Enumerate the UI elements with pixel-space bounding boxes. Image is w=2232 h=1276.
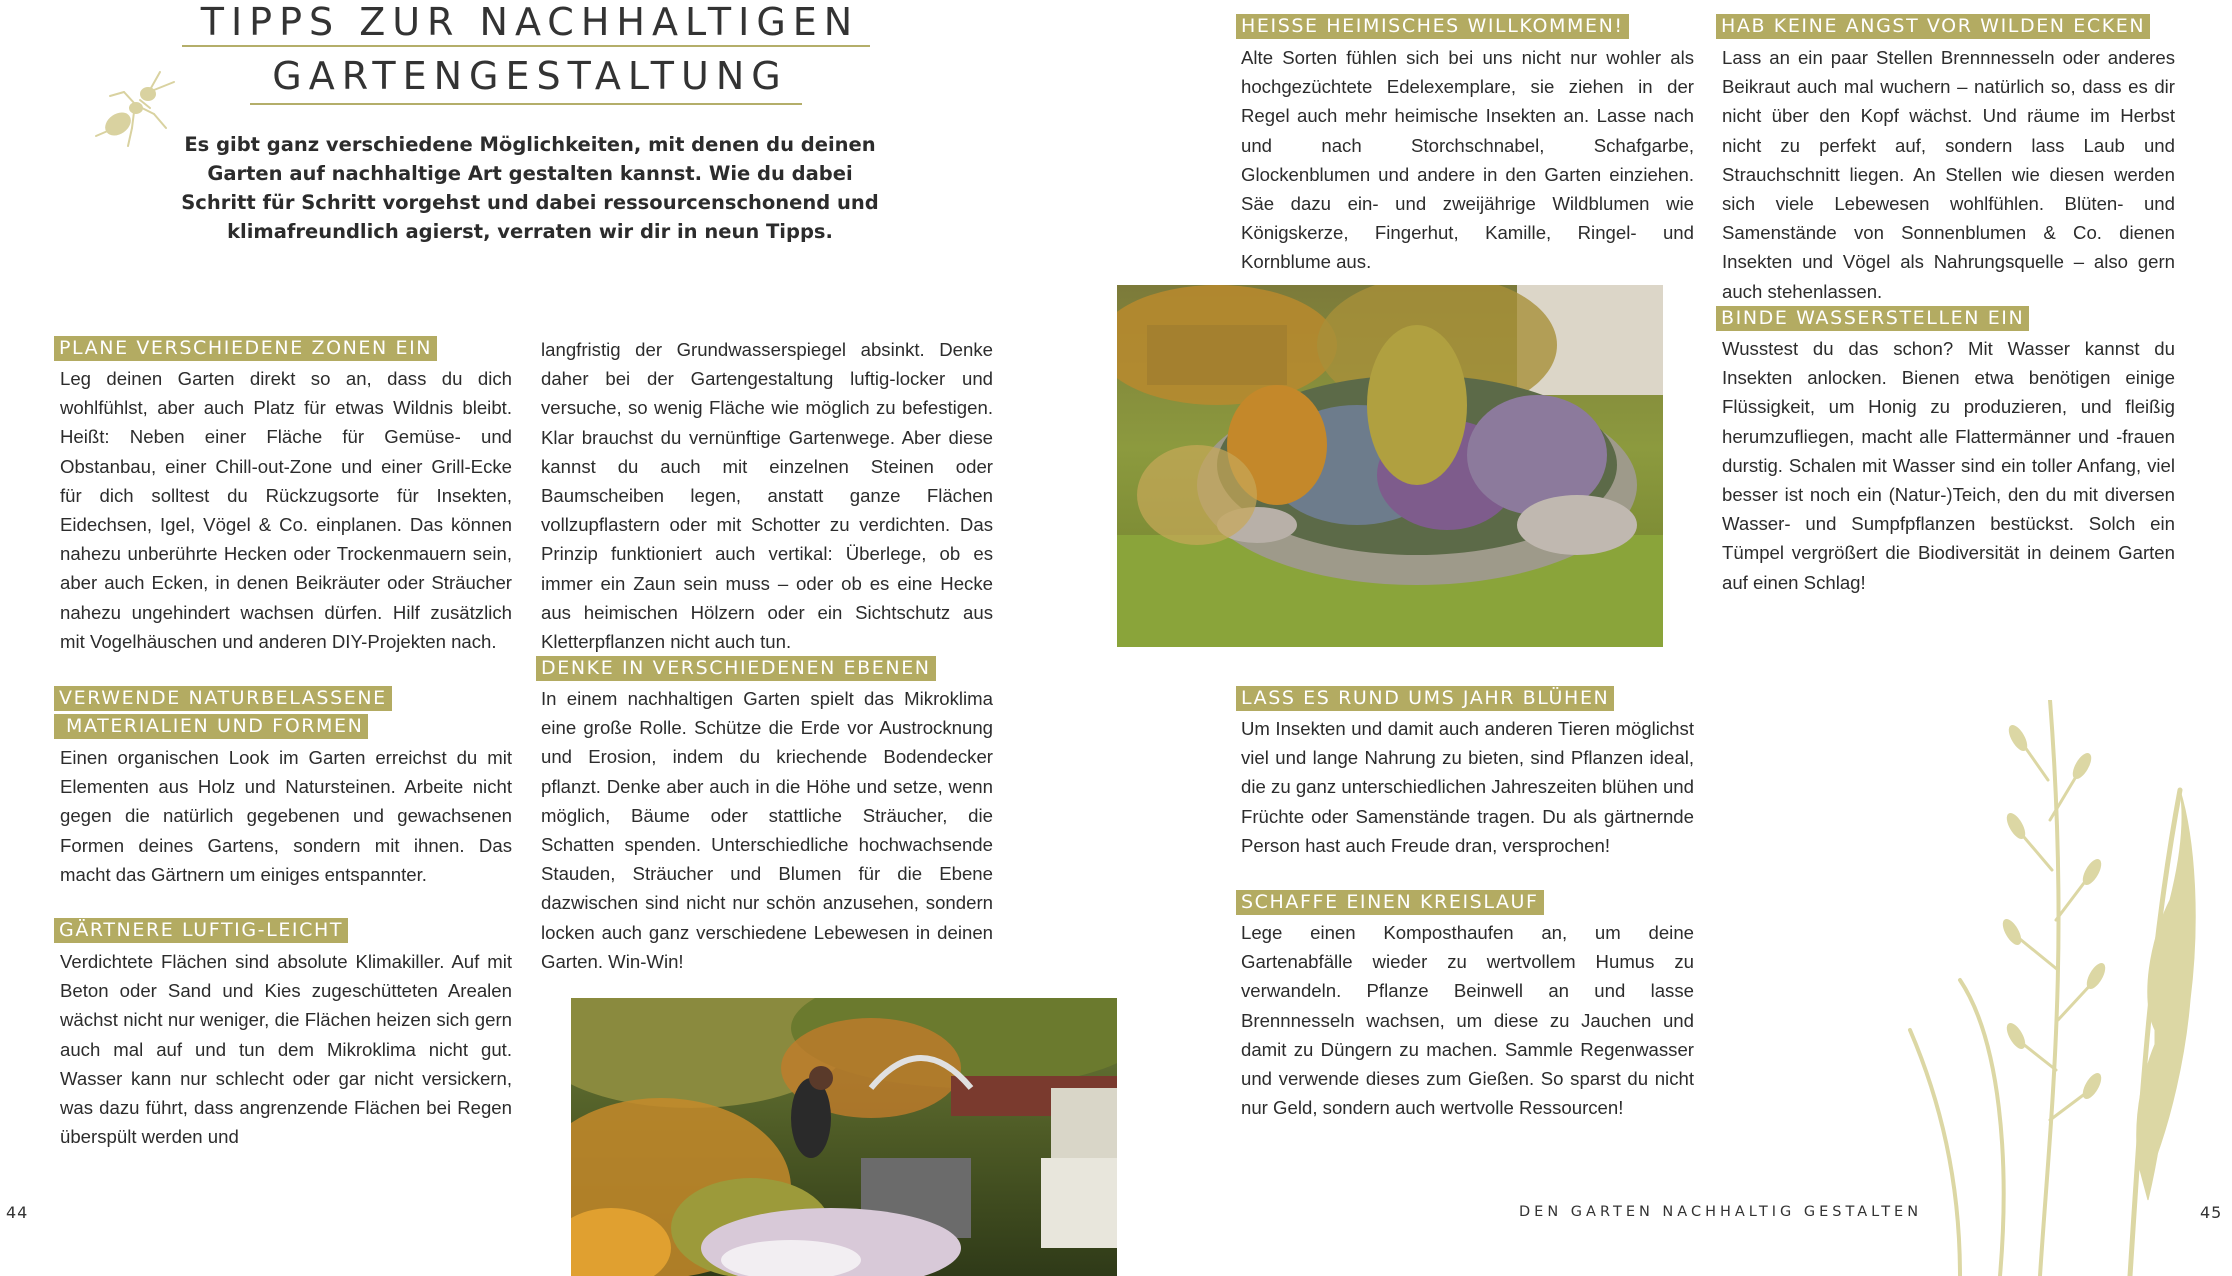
heading-zonen: PLANE VERSCHIEDENE ZONEN EIN xyxy=(54,336,437,361)
page-title-line2: GARTENGESTALTUNG xyxy=(272,54,788,98)
heading-materialien-1: VERWENDE NATURBELASSENE xyxy=(54,686,392,711)
heading-wasser: BINDE WASSERSTELLEN EIN xyxy=(1716,306,2029,331)
heading-ebenen: DENKE IN VERSCHIEDENEN EBENEN xyxy=(536,656,936,681)
title-rule-bottom xyxy=(250,103,802,105)
page-title-line1: TIPPS ZUR NACHHALTIGEN xyxy=(200,0,860,44)
page-number-left: 44 xyxy=(6,1203,29,1222)
body-zonen: Leg deinen Garten direkt so an, dass du dich wohlfühlst, aber auch Platz für etwas Wildnis bleibt. Heißt: Neben einer Fläche für Gemüse- und Obstanbau, einer Chill-out-Zone und einer Grill-Ecke für dich solltest du Rückzugsorte für Insekten, Eidechsen, Igel, Vögel & Co. einplanen. Das können nahezu unberührte Hecken oder Trockenmauern sein, aber auch Ecken, in denen Beikräuter oder Sträucher nahezu ungehindert wachsen dürfen. Hilf zusätzlich mit Vogelhäuschen und anderen DIY-Projekten nach. xyxy=(60,368,512,652)
heading-ecken: HAB KEINE ANGST VOR WILDEN ECKEN xyxy=(1716,14,2150,39)
heading-kreislauf: SCHAFFE EINEN KREISLAUF xyxy=(1236,890,1544,915)
ant-icon xyxy=(88,62,188,162)
body-kreislauf: Lege einen Komposthaufen an, um deine Gartenabfälle wieder zu wertvollem Humus zu verwandeln. Pflanze Beinwell an und lasse Brennnesseln wachsen, um diese zu Jauchen und damit zu Düngern zu machen. Sammle Regenwasser und verwende dieses zum Gießen. So sparst du nicht nur Geld, sondern auch wertvolle Ressourcen! xyxy=(1241,922,1694,1119)
heading-luftig: GÄRTNERE LUFTIG-LEICHT xyxy=(54,918,348,943)
grass-illustration xyxy=(1900,700,2200,1276)
body-bluehen: Um Insekten und damit auch anderen Tieren möglichst viel und lange Nahrung zu bieten, sind Pflanzen ideal, die zu ganz unterschiedlichen Jahreszeiten blühen und Früchte oder Samenstände tragen. Du als gärtnernde Person hast auch Freude dran, versprochen! xyxy=(1241,718,1694,856)
body-wasser: Wusstest du das schon? Mit Wasser kannst du Insekten anlocken. Bienen etwa benötigen einige Flüssigkeit, um Honig zu produzieren, und fleißig herumzufliegen, macht alle Flattermänner und -frauen durstig. Schalen mit Wasser sind ein toller Anfang, viel besser ist noch ein (Natur-)Teich, den du mit diversen Wasser- und Sumpfpflanzen bestückst. Solch ein Tümpel vergrößert die Biodiversität in deinem Garten auf einen Schlag! xyxy=(1722,338,2175,593)
garden-bed-photo xyxy=(1117,285,1663,647)
title-rule-top xyxy=(182,45,870,47)
body-luftig-cont: langfristig der Grundwasserspiegel absinkt. Denke daher bei der Gartengestaltung luftig-locker und versuche, so wenig Fläche wie möglich zu befestigen. Klar brauchst du vernünftige Gartenwege. Aber diese kannst du auch mit einzelnen Steinen oder Baumscheiben legen, anstatt ganze Flächen vollzupflastern oder mit Schotter zu verdichten. Das Prinzip funktioniert auch vertikal: Überlege, ob es immer ein Zaun sein muss – oder ob es eine Hecke aus heimischen Hölzern oder ein Sichtschutz aus Kletterpflanzen nicht auch tun. xyxy=(541,339,993,653)
body-luftig: Verdichtete Flächen sind absolute Klimakiller. Auf mit Beton oder Sand und Kies zugeschütteten Arealen wächst nicht nur weniger, die Flächen heizen sich gern auch mal auf und tun dem Mikroklima nicht gut. Wasser kann nur schlecht oder gar nicht versickern, was dazu führt, dass angrenzende Flächen bei Regen überspült werden und xyxy=(60,951,512,1148)
intro-text: Es gibt ganz verschiedene Möglichkeiten, mit denen du deinen Garten auf nachhaltige Art gestalten kannst. Wie du dabei Schritt für Schritt vorgehst und dabei ressourcenschonend und klimafreundlich agierst, verraten wir dir in neun Tipps. xyxy=(181,133,879,243)
gardener-photo xyxy=(571,998,1117,1276)
heading-materialien-2: MATERIALIEN UND FORMEN xyxy=(54,714,368,739)
body-ebenen: In einem nachhaltigen Garten spielt das Mikroklima eine große Rolle. Schütze die Erde vor Austrocknung und Erosion, indem du kriechende Bodendecker pflanzt. Denke aber auch in die Höhe und setze, wenn möglich, Bäume oder stattliche Sträucher, die Schatten spenden. Unterschiedliche hochwachsende Stauden, Sträucher und Blumen für die Ebene dazwischen sind nicht nur schön anzusehen, sondern locken auch ganz verschiedene Lebewesen in deinen Garten. Win-Win! xyxy=(541,688,993,972)
heading-heimisch: HEISSE HEIMISCHES WILLKOMMEN! xyxy=(1236,14,1629,39)
body-heimisch: Alte Sorten fühlen sich bei uns nicht nur wohler als hochgezüchtete Edelexemplare, sie ziehen in der Regel auch mehr heimische Insekten an. Lasse nach und nach Storchschnabel, Schafgarbe, Glockenblumen und andere in den Garten einziehen. Säe dazu ein- und zweijährige Wildblumen wie Königskerze, Fingerhut, Kamille, Ringel- und Kornblume aus. xyxy=(1241,47,1694,273)
footer-section-label: DEN GARTEN NACHHALTIG GESTALTEN xyxy=(1519,1204,1923,1220)
heading-bluehen: LASS ES RUND UMS JAHR BLÜHEN xyxy=(1236,686,1614,711)
page-number-right: 45 xyxy=(2200,1203,2223,1222)
body-ecken: Lass an ein paar Stellen Brennnesseln oder anderes Beikraut auch mal wuchern – natürlich so, dass es dir nicht über den Kopf wächst. Und räume im Herbst nicht zu perfekt auf, sondern lass Laub und Strauchschnitt liegen. An Stellen wie diesen werden sich viele Lebewesen wohlfühlen. Blüten- und Samenstände von Sonnenblumen & Co. dienen Insekten und Vögel als Nahrungsquelle – also gern auch stehenlassen. xyxy=(1722,47,2175,302)
body-materialien: Einen organischen Look im Garten erreichst du mit Elementen aus Holz und Natursteinen. Arbeite nicht gegen die natürlich gegebenen und gewachsenen Formen deines Gartens, sondern mit ihnen. Das macht das Gärtnern um einiges entspannter. xyxy=(60,747,512,885)
